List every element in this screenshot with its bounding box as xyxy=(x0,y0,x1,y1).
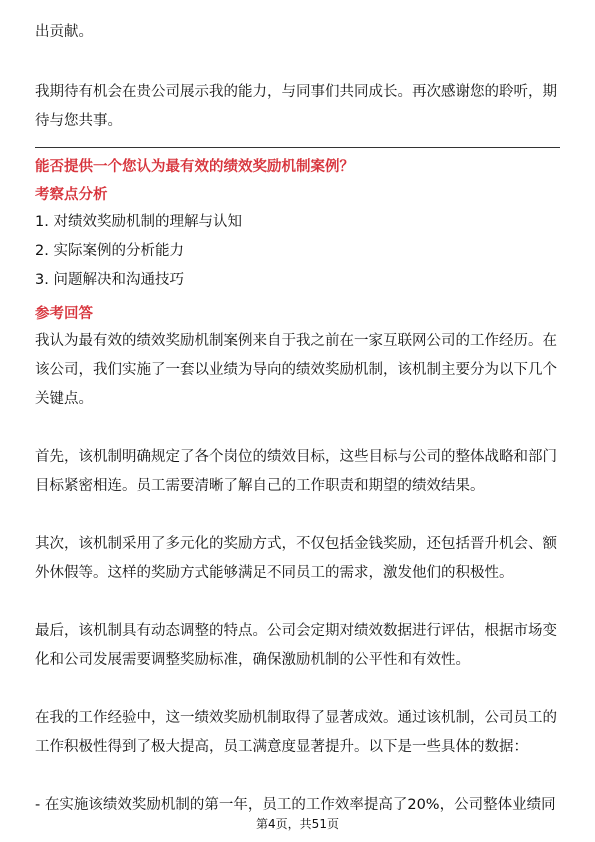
answer-line: - 在实施该绩效奖励机制的第一年，员工的工作效率提高了20%，公司整体业绩同 xyxy=(35,797,556,813)
answer-line: 化和公司发展需要调整奖励标准，确保激励机制的公平性和有效性。 xyxy=(35,652,470,668)
analysis-point-1: 1. 对绩效奖励机制的理解与认知 xyxy=(35,214,242,230)
answer-line: 外休假等。这样的奖励方式能够满足不同员工的需求，激发他们的积极性。 xyxy=(35,565,514,581)
intro-paragraph-line-2: 待与您共事。 xyxy=(35,113,122,129)
answer-line: 工作积极性得到了极大提高，员工满意度显著提升。以下是一些具体的数据： xyxy=(35,739,528,755)
intro-closing-text: 出贡献。 xyxy=(35,24,93,40)
answer-line: 最后，该机制具有动态调整的特点。公司会定期对绩效数据进行评估，根据市场变 xyxy=(35,623,557,639)
analysis-heading: 考察点分析 xyxy=(35,187,108,203)
answer-line: 该公司，我们实施了一套以业绩为导向的绩效奖励机制，该机制主要分为以下几个 xyxy=(35,362,557,378)
section-divider xyxy=(35,147,560,148)
answer-line: 首先，该机制明确规定了各个岗位的绩效目标，这些目标与公司的整体战略和部门 xyxy=(35,449,557,465)
answer-line: 我认为最有效的绩效奖励机制案例来自于我之前在一家互联网公司的工作经历。在 xyxy=(35,333,557,349)
intro-paragraph-line-1: 我期待有机会在贵公司展示我的能力，与同事们共同成长。再次感谢您的聆听，期 xyxy=(35,84,557,100)
answer-line: 其次，该机制采用了多元化的奖励方式，不仅包括金钱奖励，还包括晋升机会、额 xyxy=(35,536,557,552)
answer-line: 关键点。 xyxy=(35,391,93,407)
answer-heading: 参考回答 xyxy=(35,306,93,322)
analysis-point-2: 2. 实际案例的分析能力 xyxy=(35,243,184,259)
analysis-point-3: 3. 问题解决和沟通技巧 xyxy=(35,272,184,288)
page-number-footer: 第4页，共51页 xyxy=(256,817,339,831)
answer-line: 在我的工作经验中，这一绩效奖励机制取得了显著成效。通过该机制，公司员工的 xyxy=(35,710,557,726)
answer-line: 目标紧密相连。员工需要清晰了解自己的工作职责和期望的绩效结果。 xyxy=(35,478,485,494)
question-title: 能否提供一个您认为最有效的绩效奖励机制案例？ xyxy=(35,159,354,175)
